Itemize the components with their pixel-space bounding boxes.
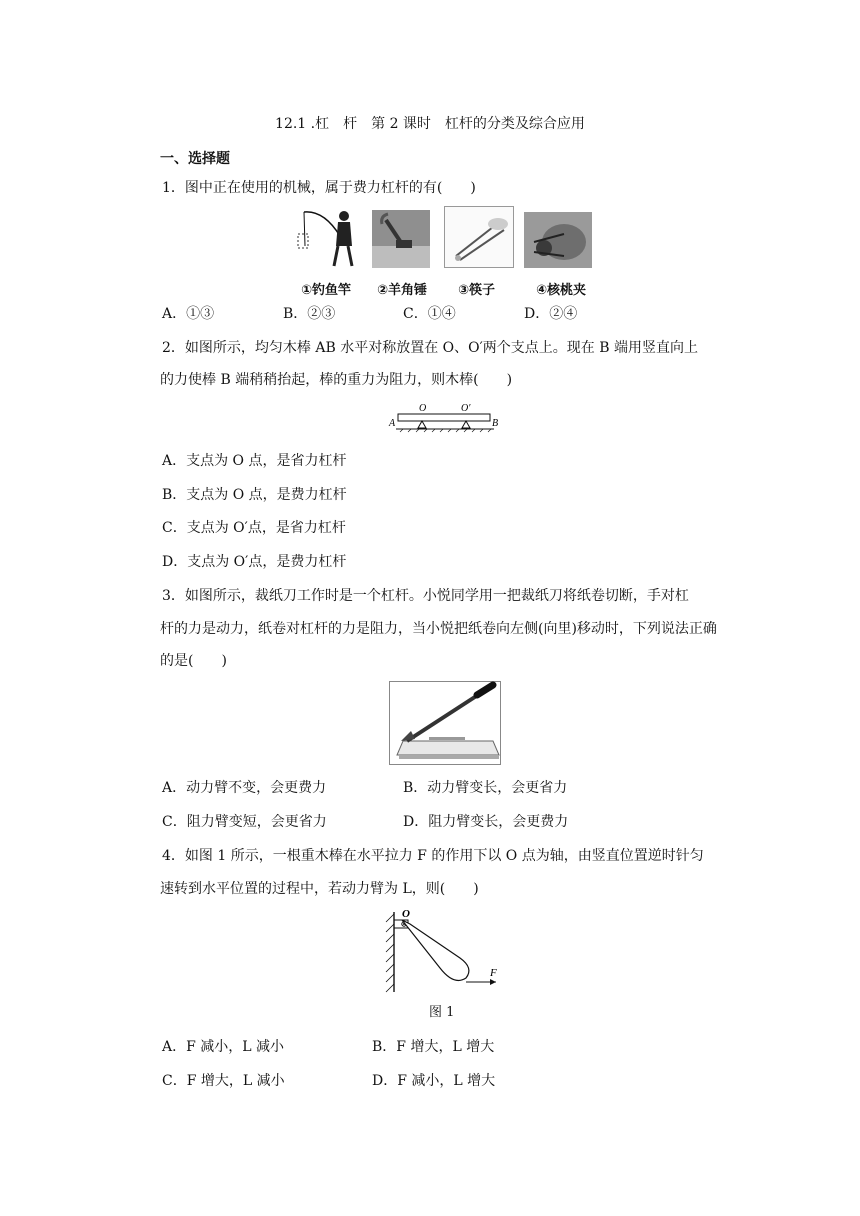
q2-beam-figure bbox=[386, 400, 506, 436]
q1-option-c[interactable]: C．①④ bbox=[403, 306, 456, 322]
q2-label-a: A bbox=[389, 418, 396, 429]
page-title: 12.1 .杠 杆 第 2 课时 杠杆的分类及综合应用 bbox=[275, 116, 585, 132]
q3-option-a[interactable]: A．动力臂不变，会更费力 bbox=[162, 780, 327, 796]
q3-stem-line3: 的是( ) bbox=[160, 653, 227, 669]
q4-rotating-rod-figure bbox=[378, 906, 504, 996]
paper-cutter-image bbox=[389, 681, 501, 765]
fishing-rod-image bbox=[296, 206, 356, 268]
q4-option-a[interactable]: A．F 减小，L 减小 bbox=[162, 1039, 285, 1055]
q1-caption-2: ②羊角锤 bbox=[377, 283, 428, 298]
q3-stem-line2: 杆的力是动力，纸卷对杠杆的力是阻力，当小悦把纸卷向左侧(向里)移动时，下列说法正确 bbox=[160, 621, 717, 637]
q2-option-b[interactable]: B．支点为 O 点，是费力杠杆 bbox=[162, 487, 347, 503]
q2-label-o-prime: O′ bbox=[461, 403, 471, 414]
nutcracker-image bbox=[524, 212, 592, 268]
q4-option-c[interactable]: C．F 增大，L 减小 bbox=[162, 1073, 285, 1089]
q1-option-b[interactable]: B．②③ bbox=[283, 306, 336, 322]
q2-label-o: O bbox=[419, 403, 427, 414]
q1-caption-3: ③筷子 bbox=[458, 283, 496, 298]
q1-option-d[interactable]: D．②④ bbox=[524, 306, 578, 322]
q2-option-d[interactable]: D．支点为 O′点，是费力杠杆 bbox=[162, 554, 347, 570]
q2-label-b: B bbox=[492, 418, 499, 429]
q3-stem-line1: 3．如图所示，裁纸刀工作时是一个杠杆。小悦同学用一把裁纸刀将纸卷切断，手对杠 bbox=[162, 588, 689, 604]
q2-option-a[interactable]: A．支点为 O 点，是省力杠杆 bbox=[162, 453, 347, 469]
q4-option-b[interactable]: B．F 增大，L 增大 bbox=[372, 1039, 495, 1055]
q4-stem-line1: 4．如图 1 所示，一根重木棒在水平拉力 F 的作用下以 O 点为轴，由竖直位置逆时针匀 bbox=[162, 848, 704, 864]
q4-label-f: F bbox=[490, 967, 497, 979]
chopsticks-image bbox=[444, 206, 514, 268]
q2-option-c[interactable]: C．支点为 O′点，是省力杠杆 bbox=[162, 520, 346, 536]
q3-option-d[interactable]: D．阻力臂变长，会更费力 bbox=[403, 814, 569, 830]
q1-caption-1: ①钓鱼竿 bbox=[301, 283, 352, 298]
q2-stem-line2: 的力使棒 B 端稍稍抬起，棒的重力为阻力，则木棒( ) bbox=[160, 372, 513, 388]
section-heading: 一、选择题 bbox=[160, 151, 230, 167]
q4-figure-caption: 图 1 bbox=[429, 1005, 455, 1020]
q2-stem-line1: 2．如图所示，均匀木棒 AB 水平对称放置在 O、O′两个支点上。现在 B 端用竖直向上 bbox=[162, 340, 698, 356]
q4-option-d[interactable]: D．F 减小，L 增大 bbox=[372, 1073, 496, 1089]
q3-option-c[interactable]: C．阻力臂变短，会更省力 bbox=[162, 814, 327, 830]
claw-hammer-image bbox=[372, 210, 430, 268]
q4-label-o: O bbox=[402, 908, 410, 920]
q1-caption-4: ④核桃夹 bbox=[536, 283, 587, 298]
q1-stem: 1．图中正在使用的机械，属于费力杠杆的有( ) bbox=[162, 180, 476, 196]
q4-stem-line2: 速转到水平位置的过程中，若动力臂为 L，则( ) bbox=[160, 881, 479, 897]
q1-option-a[interactable]: A．①③ bbox=[162, 306, 215, 322]
q3-option-b[interactable]: B．动力臂变长，会更省力 bbox=[403, 780, 568, 796]
